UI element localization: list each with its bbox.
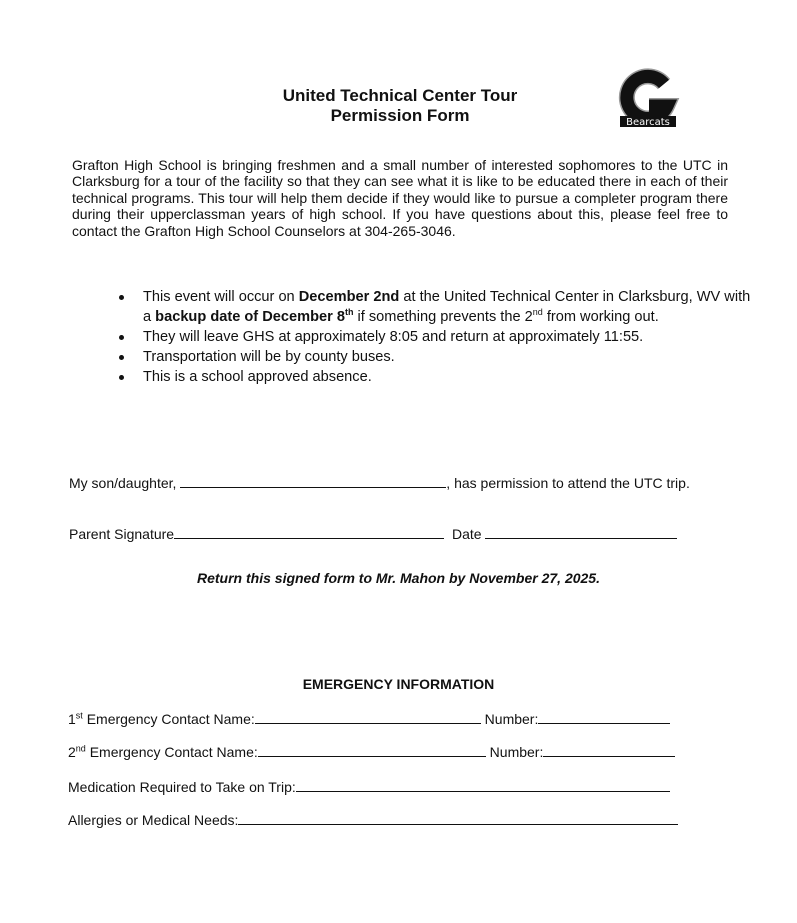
list-item: They will leave GHS at approximately 8:05 and return at approximately 11:55. — [116, 327, 756, 347]
signature-row: Parent Signature Date — [69, 524, 677, 542]
emergency-heading: EMERGENCY INFORMATION — [302, 676, 495, 692]
form-title: United Technical Center Tour — [282, 86, 518, 105]
list-item: Transportation will be by county buses. — [116, 347, 756, 367]
contact1-row: 1st Emergency Contact Name: Number: — [68, 709, 670, 727]
return-note: Return this signed form to Mr. Mahon by November 27, 2025. — [197, 570, 600, 586]
allergies-field[interactable] — [238, 810, 678, 825]
list-item: This is a school approved absence. — [116, 367, 756, 387]
event-details-list — [116, 287, 756, 387]
bearcats-logo — [612, 68, 682, 130]
permission-row: My son/daughter, , has permission to attend the UTC trip. — [69, 475, 690, 491]
student-name-field[interactable] — [180, 473, 446, 488]
form-subtitle: Permission Form — [330, 106, 470, 125]
allergies-row: Allergies or Medical Needs: — [68, 810, 678, 828]
date-field[interactable] — [485, 524, 677, 539]
medication-field[interactable] — [296, 777, 670, 792]
contact2-name-field[interactable] — [258, 742, 486, 757]
contact2-row: 2nd Emergency Contact Name: Number: — [68, 742, 675, 760]
contact1-name-field[interactable] — [255, 709, 481, 724]
svg-text:Bearcats: Bearcats — [626, 117, 670, 128]
medication-row: Medication Required to Take on Trip: — [68, 777, 670, 795]
parent-signature-field[interactable] — [174, 524, 444, 539]
contact2-number-field[interactable] — [543, 742, 675, 757]
intro-paragraph: Grafton High School is bringing freshmen and a small number of interested sophomores to the UTC in Clarksburg for a tour of the facility so that they can see what it is like to be educated there in each of their technical programs. This tour will help them decide if they would like to pursue a completer program there during their upperclassman years of high school. If you have questions about this, please feel free to contact the Grafton High School Counselors at 304-265-3046. — [72, 157, 728, 239]
list-item: This event will occur on December 2nd at the United Technical Center in Clarksburg, WV with a backup date of December 8th if something prevents the 2nd from working out. — [116, 287, 756, 327]
contact1-number-field[interactable] — [538, 709, 670, 724]
